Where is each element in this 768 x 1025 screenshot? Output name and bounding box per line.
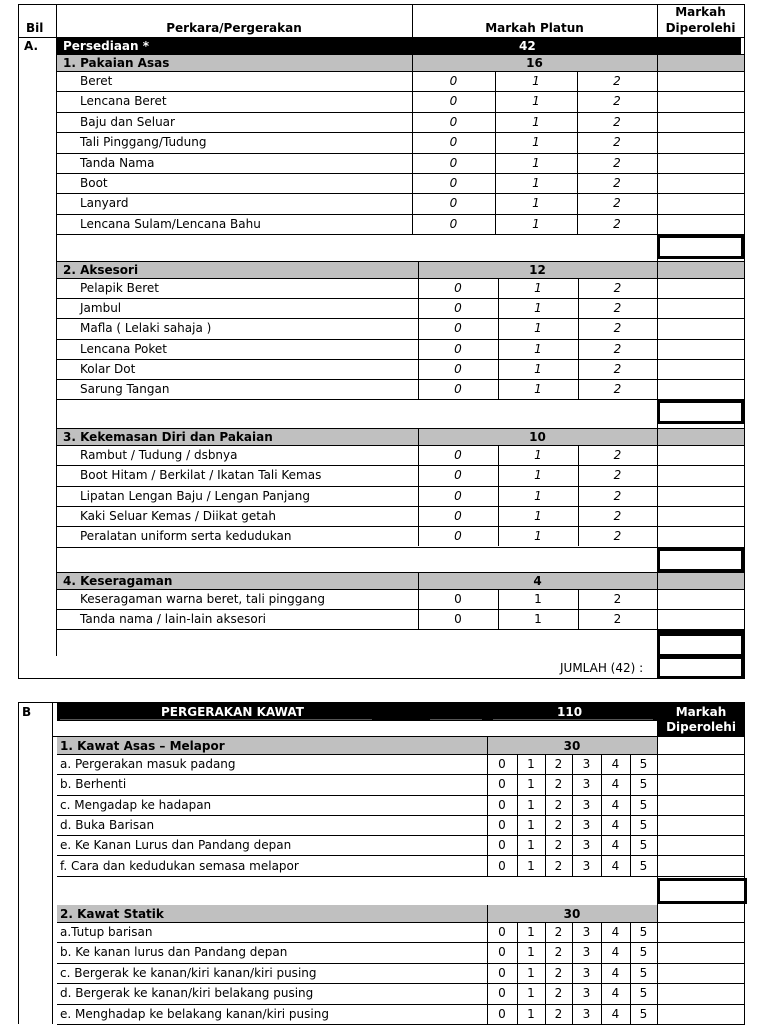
mark-option-1[interactable]: 1 [527, 817, 535, 832]
mark-option-1[interactable]: 1 [534, 301, 542, 316]
mark-option-2[interactable]: 2 [613, 488, 622, 503]
section-b-markah-line2: Diperolehi [666, 720, 736, 734]
mark-option-2[interactable]: 2 [613, 155, 621, 170]
mark-option-0[interactable]: 0 [498, 777, 506, 792]
mark-option-3[interactable]: 3 [582, 757, 591, 771]
group-subtotal-box[interactable] [657, 235, 744, 259]
group-title: 4. Keseragaman [63, 574, 173, 588]
mark-option-5[interactable]: 5 [639, 757, 648, 771]
mark-option-1[interactable]: 1 [534, 592, 542, 606]
item-label: Kolar Dot [80, 361, 136, 376]
item-label: c. Bergerak ke kanan/kiri kanan/kiri pusing [60, 965, 317, 980]
section-a-total: 42 [519, 39, 536, 53]
mark-option-0[interactable]: 0 [454, 529, 462, 544]
score-input-cell[interactable] [658, 589, 744, 609]
mark-option-4[interactable]: 4 [611, 817, 620, 832]
score-input-cell[interactable] [658, 1004, 744, 1024]
score-input-cell[interactable] [658, 526, 744, 546]
item-label: Keseragaman warna beret, tali pinggang [80, 592, 325, 606]
mark-option-0[interactable]: 0 [454, 448, 462, 462]
mark-option-0[interactable]: 0 [498, 797, 506, 812]
mark-option-2[interactable]: 2 [554, 817, 563, 832]
item-label: Kaki Seluar Kemas / Diikat getah [80, 508, 276, 523]
mark-option-2[interactable]: 2 [613, 448, 622, 462]
mark-option-1[interactable]: 1 [534, 361, 542, 376]
item-label: Tanda Nama [80, 155, 155, 170]
item-label: Baju dan Seluar [80, 114, 175, 129]
mark-option-1[interactable]: 1 [532, 135, 540, 150]
score-input-cell[interactable] [658, 445, 744, 465]
score-input-cell[interactable] [658, 214, 744, 234]
mark-option-2[interactable]: 2 [613, 382, 622, 396]
section-b-markah-header [658, 703, 744, 736]
score-input-cell[interactable] [658, 91, 744, 111]
section-b-total: 110 [557, 705, 583, 719]
mark-option-2[interactable]: 2 [554, 858, 563, 873]
header-markah-diperolehi-line1: Markah [675, 5, 726, 19]
item-label: d. Bergerak ke kanan/kiri belakang pusing [60, 986, 314, 1001]
mark-option-3[interactable]: 3 [582, 945, 591, 960]
mark-option-2[interactable]: 2 [613, 529, 622, 544]
score-input-cell[interactable] [658, 71, 744, 91]
score-input-cell[interactable] [658, 339, 744, 359]
group-score: 4 [533, 574, 542, 588]
score-input-cell[interactable] [658, 132, 744, 152]
mark-option-3[interactable]: 3 [582, 797, 591, 812]
section-a-title: Persediaan * [63, 39, 150, 53]
mark-option-3[interactable]: 3 [582, 1006, 591, 1021]
score-input-cell[interactable] [658, 298, 744, 318]
item-label: c. Mengadap ke hadapan [60, 797, 212, 812]
group-subtotal-box[interactable] [657, 400, 744, 424]
mark-option-4[interactable]: 4 [611, 945, 620, 960]
mark-option-0[interactable]: 0 [454, 281, 462, 295]
score-input-cell[interactable] [658, 963, 744, 983]
mark-option-1[interactable]: 1 [534, 281, 542, 295]
score-input-cell[interactable] [658, 983, 744, 1003]
item-label: Tanda nama / lain-lain aksesori [80, 612, 266, 626]
item-label: Boot Hitam / Berkilat / Ikatan Tali Kemas [80, 468, 322, 483]
mark-option-2[interactable]: 2 [613, 321, 622, 336]
mark-option-2[interactable]: 2 [554, 925, 563, 939]
group-score: 12 [529, 263, 546, 277]
mark-option-0[interactable]: 0 [449, 135, 458, 150]
jumlah-score-box[interactable] [657, 656, 744, 679]
score-input-cell[interactable] [658, 173, 744, 193]
item-label: Sarung Tangan [80, 382, 170, 396]
score-input-cell[interactable] [658, 856, 744, 876]
header-perkara: Perkara/Pergerakan [166, 21, 302, 35]
header-bil: Bil [26, 21, 44, 35]
section-b-code: B [22, 705, 32, 719]
mark-option-0[interactable]: 0 [454, 468, 462, 483]
mark-option-3[interactable]: 3 [582, 925, 591, 939]
mark-option-3[interactable]: 3 [582, 858, 591, 873]
mark-option-2[interactable]: 2 [554, 757, 563, 771]
group-score: 16 [526, 56, 543, 70]
score-input-cell[interactable] [658, 153, 744, 173]
score-input-cell[interactable] [658, 506, 744, 526]
item-label: e. Ke Kanan Lurus dan Pandang depan [60, 838, 292, 853]
mark-option-2[interactable]: 2 [554, 777, 563, 792]
score-input-cell[interactable] [658, 112, 744, 132]
item-label: Mafla ( Lelaki sahaja ) [80, 321, 212, 336]
mark-option-0[interactable]: 0 [449, 155, 458, 170]
mark-option-2[interactable]: 2 [613, 341, 622, 356]
mark-option-1[interactable]: 1 [532, 216, 540, 231]
mark-option-5[interactable]: 5 [639, 777, 648, 792]
mark-option-4[interactable]: 4 [611, 797, 620, 812]
item-label: b. Ke kanan lurus dan Pandang depan [60, 945, 288, 960]
mark-option-0[interactable]: 0 [498, 965, 506, 980]
mark-option-1[interactable]: 1 [534, 321, 542, 336]
item-label: Peralatan uniform serta kedudukan [80, 529, 292, 544]
mark-option-3[interactable]: 3 [582, 965, 591, 980]
mark-option-0[interactable]: 0 [498, 817, 506, 832]
mark-option-2[interactable]: 2 [613, 196, 621, 211]
item-label: b. Berhenti [60, 777, 127, 792]
item-label: Rambut / Tudung / dsbnya [80, 448, 238, 462]
mark-option-0[interactable]: 0 [498, 1006, 506, 1021]
item-label: Jambul [80, 301, 122, 316]
score-input-cell[interactable] [658, 815, 744, 835]
mark-option-1[interactable]: 1 [534, 468, 542, 483]
mark-option-2[interactable]: 2 [613, 216, 621, 231]
mark-option-0[interactable]: 0 [498, 945, 506, 960]
score-input-cell[interactable] [658, 942, 744, 962]
mark-option-4[interactable]: 4 [611, 757, 620, 771]
mark-option-2[interactable]: 2 [554, 965, 563, 980]
mark-option-0[interactable]: 0 [449, 176, 458, 190]
mark-option-1[interactable]: 1 [527, 965, 535, 980]
mark-option-0[interactable]: 0 [454, 321, 462, 336]
mark-option-2[interactable]: 2 [613, 176, 621, 190]
item-label: Beret [80, 74, 113, 88]
mark-option-0[interactable]: 0 [498, 925, 506, 939]
mark-option-2[interactable]: 2 [613, 361, 622, 376]
mark-option-1[interactable]: 1 [527, 777, 535, 792]
mark-option-1[interactable]: 1 [532, 196, 540, 211]
group-title: 2. Kawat Statik [60, 907, 164, 921]
mark-option-0[interactable]: 0 [454, 341, 462, 356]
mark-option-2[interactable]: 2 [554, 797, 563, 812]
item-label: a. Pergerakan masuk padang [60, 757, 236, 771]
item-label: f. Cara dan kedudukan semasa melapor [60, 858, 299, 873]
mark-option-1[interactable]: 1 [527, 945, 535, 960]
mark-option-2[interactable]: 2 [613, 135, 621, 150]
mark-option-5[interactable]: 5 [639, 945, 648, 960]
score-input-cell[interactable] [658, 835, 744, 855]
mark-option-0[interactable]: 0 [498, 858, 506, 873]
mark-option-4[interactable]: 4 [611, 777, 620, 792]
mark-option-1[interactable]: 1 [527, 858, 535, 873]
mark-option-5[interactable]: 5 [639, 797, 648, 812]
mark-option-0[interactable]: 0 [449, 94, 458, 109]
mark-option-0[interactable]: 0 [498, 757, 506, 771]
mark-option-5[interactable]: 5 [639, 965, 648, 980]
section-b-title: PERGERAKAN KAWAT [161, 705, 304, 719]
group-title: 1. Pakaian Asas [63, 56, 170, 70]
mark-option-5[interactable]: 5 [639, 925, 648, 939]
score-input-cell[interactable] [658, 379, 744, 399]
mark-option-1[interactable]: 1 [527, 797, 535, 812]
mark-option-1[interactable]: 1 [534, 529, 542, 544]
score-input-cell[interactable] [658, 465, 744, 485]
jumlah-label: JUMLAH (42) : [560, 661, 644, 675]
score-input-cell[interactable] [658, 922, 744, 942]
mark-option-0[interactable]: 0 [454, 508, 462, 523]
mark-option-0[interactable]: 0 [498, 838, 506, 853]
item-label: d. Buka Barisan [60, 817, 155, 832]
mark-option-0[interactable]: 0 [449, 74, 458, 88]
mark-option-1[interactable]: 1 [534, 508, 542, 523]
mark-option-2[interactable]: 2 [613, 612, 622, 626]
mark-option-5[interactable]: 5 [639, 858, 648, 873]
mark-option-4[interactable]: 4 [611, 858, 620, 873]
mark-option-0[interactable]: 0 [454, 382, 462, 396]
mark-option-2[interactable]: 2 [554, 945, 563, 960]
mark-option-4[interactable]: 4 [611, 1006, 620, 1021]
mark-option-2[interactable]: 2 [613, 74, 621, 88]
item-label: Lipatan Lengan Baju / Lengan Panjang [80, 488, 310, 503]
mark-option-2[interactable]: 2 [613, 281, 622, 295]
mark-option-0[interactable]: 0 [454, 592, 462, 606]
mark-option-3[interactable]: 3 [582, 986, 591, 1001]
jumlah-score-box-upper[interactable] [657, 633, 744, 657]
mark-option-5[interactable]: 5 [639, 986, 648, 1001]
mark-option-0[interactable]: 0 [449, 196, 458, 211]
header-markah-diperolehi-line2: Diperolehi [665, 21, 736, 35]
group-score: 10 [529, 430, 546, 444]
score-input-cell[interactable] [658, 795, 744, 815]
mark-option-2[interactable]: 2 [613, 508, 622, 523]
header-markah-platun: Markah Platun [485, 21, 584, 35]
item-label: e. Menghadap ke belakang kanan/kiri pusing [60, 1006, 329, 1021]
mark-option-2[interactable]: 2 [613, 94, 621, 109]
score-input-cell[interactable] [658, 318, 744, 338]
mark-option-1[interactable]: 1 [534, 448, 542, 462]
score-input-cell[interactable] [658, 486, 744, 506]
mark-option-0[interactable]: 0 [454, 612, 462, 626]
mark-option-5[interactable]: 5 [639, 1006, 648, 1021]
mark-option-0[interactable]: 0 [454, 301, 462, 316]
mark-option-3[interactable]: 3 [582, 777, 591, 792]
group-score-cell-grey [658, 428, 744, 445]
group-score-cell-grey [658, 572, 744, 589]
group-subtotal-box[interactable] [657, 878, 747, 904]
score-input-cell[interactable] [658, 609, 744, 629]
mark-option-2[interactable]: 2 [554, 838, 563, 853]
mark-option-4[interactable]: 4 [611, 838, 620, 853]
mark-option-2[interactable]: 2 [554, 1006, 563, 1021]
mark-option-0[interactable]: 0 [449, 114, 458, 129]
mark-option-1[interactable]: 1 [527, 925, 535, 939]
mark-option-0[interactable]: 0 [498, 986, 506, 1001]
mark-option-0[interactable]: 0 [454, 361, 462, 376]
mark-option-1[interactable]: 1 [534, 612, 542, 626]
mark-option-3[interactable]: 3 [582, 838, 591, 853]
group-title: 3. Kekemasan Diri dan Pakaian [63, 430, 273, 444]
group-title: 1. Kawat Asas – Melapor [60, 739, 225, 753]
mark-option-4[interactable]: 4 [611, 925, 620, 939]
score-input-cell[interactable] [658, 774, 744, 794]
mark-option-2[interactable]: 2 [613, 592, 622, 606]
mark-option-1[interactable]: 1 [532, 176, 540, 190]
item-label: Tali Pinggang/Tudung [80, 135, 207, 150]
mark-option-2[interactable]: 2 [554, 986, 563, 1001]
item-label: a.Tutup barisan [60, 925, 153, 939]
mark-option-2[interactable]: 2 [613, 468, 622, 483]
item-label: Pelapik Beret [80, 281, 159, 295]
section-b-markah-line1: Markah [675, 705, 727, 719]
group-subtotal-box[interactable] [657, 548, 744, 572]
score-input-cell[interactable] [658, 193, 744, 213]
mark-option-1[interactable]: 1 [532, 155, 540, 170]
mark-option-0[interactable]: 0 [449, 216, 458, 231]
mark-option-2[interactable]: 2 [613, 301, 622, 316]
group-score-cell-grey [658, 261, 744, 278]
mark-option-3[interactable]: 3 [582, 817, 591, 832]
group-title: 2. Aksesori [63, 263, 139, 277]
mark-option-1[interactable]: 1 [532, 74, 540, 88]
item-label: Lencana Beret [80, 94, 167, 109]
mark-option-1[interactable]: 1 [534, 382, 542, 396]
mark-option-1[interactable]: 1 [527, 1006, 535, 1021]
section-a-title-bar [57, 38, 741, 54]
mark-option-1[interactable]: 1 [532, 94, 540, 109]
mark-option-1[interactable]: 1 [527, 838, 535, 853]
mark-option-1[interactable]: 1 [532, 114, 540, 129]
mark-option-1[interactable]: 1 [527, 986, 535, 1001]
item-label: Lencana Sulam/Lencana Bahu [80, 216, 261, 231]
score-input-cell[interactable] [658, 278, 744, 298]
group-score-cell-grey [658, 54, 744, 71]
item-label: Boot [80, 176, 108, 190]
section-a-code: A. [24, 39, 39, 53]
mark-option-2[interactable]: 2 [613, 114, 621, 129]
score-input-cell[interactable] [658, 754, 744, 774]
group-score: 30 [563, 907, 581, 921]
mark-option-1[interactable]: 1 [534, 341, 542, 356]
mark-option-4[interactable]: 4 [611, 986, 620, 1001]
group-score: 30 [563, 739, 581, 753]
mark-option-4[interactable]: 4 [611, 965, 620, 980]
mark-option-5[interactable]: 5 [639, 817, 648, 832]
item-label: Lencana Poket [80, 341, 167, 356]
mark-option-0[interactable]: 0 [454, 488, 462, 503]
item-label: Lanyard [80, 196, 129, 211]
mark-option-5[interactable]: 5 [639, 838, 648, 853]
mark-option-1[interactable]: 1 [534, 488, 542, 503]
score-input-cell[interactable] [658, 359, 744, 379]
mark-option-1[interactable]: 1 [527, 757, 535, 771]
